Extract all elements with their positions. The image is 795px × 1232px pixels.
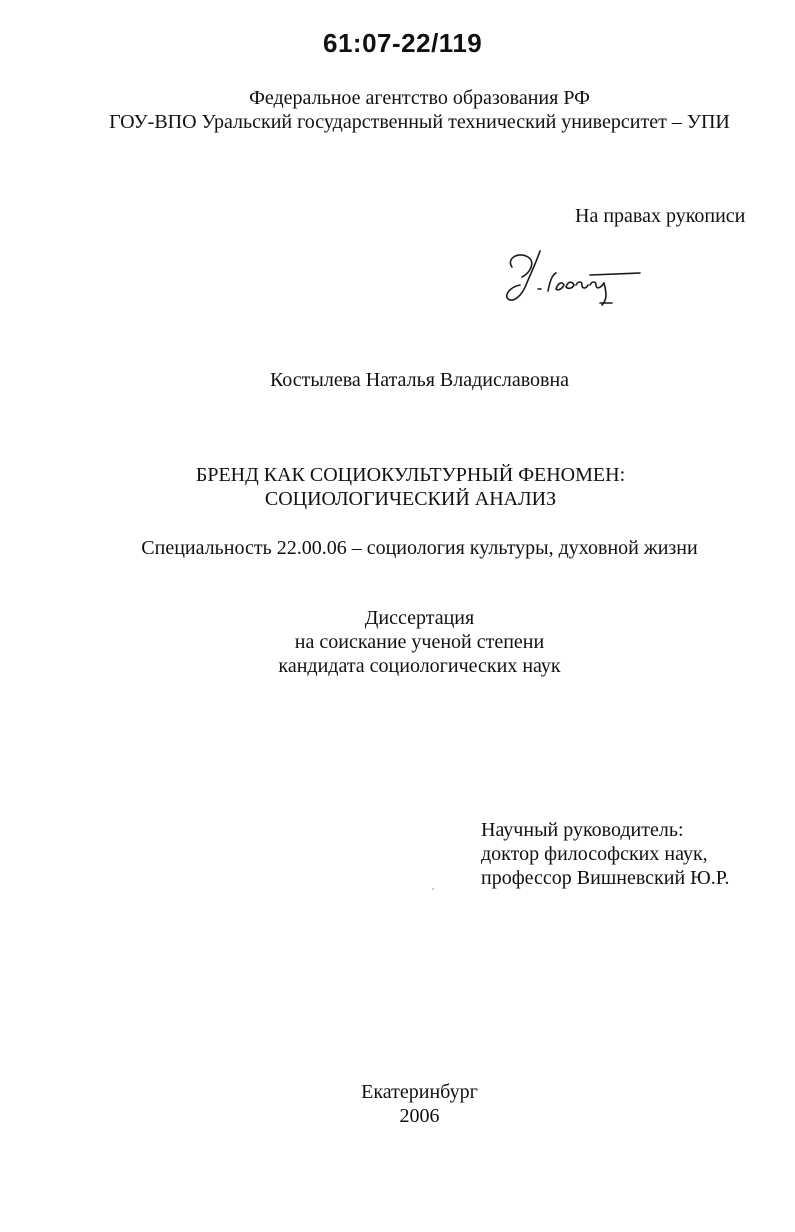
supervisor-label: Научный руководитель: <box>481 819 684 841</box>
archive-code: 61:07-22/119 <box>323 28 483 58</box>
institution-line-2: ГОУ-ВПО Уральский государственный технический университет – УПИ <box>109 111 730 133</box>
scan-speck <box>432 888 434 890</box>
institution-line-1: Федеральное агентство образования РФ <box>249 87 590 109</box>
signature-icon <box>500 245 650 310</box>
city: Екатеринбург <box>361 1081 478 1103</box>
year: 2006 <box>399 1105 440 1127</box>
dissertation-label: Диссертация <box>364 607 475 629</box>
supervisor-degree: доктор философских наук, <box>481 843 708 865</box>
author-name: Костылева Наталья Владиславовна <box>269 369 570 391</box>
thesis-title-line-2: СОЦИОЛОГИЧЕСКИЙ АНАЛИЗ <box>264 488 557 510</box>
thesis-title-line-1: БРЕНД КАК СОЦИОКУЛЬТУРНЫЙ ФЕНОМЕН: <box>195 464 626 486</box>
degree-line: на соискание ученой степени <box>294 631 545 653</box>
specialty-code: Специальность 22.00.06 – социология культуры, духовной жизни <box>141 537 698 559</box>
degree-field: кандидата социологических наук <box>278 655 561 677</box>
manuscript-rights: На правах рукописи <box>575 205 746 227</box>
supervisor-name: профессор Вишневский Ю.Р. <box>481 867 730 889</box>
